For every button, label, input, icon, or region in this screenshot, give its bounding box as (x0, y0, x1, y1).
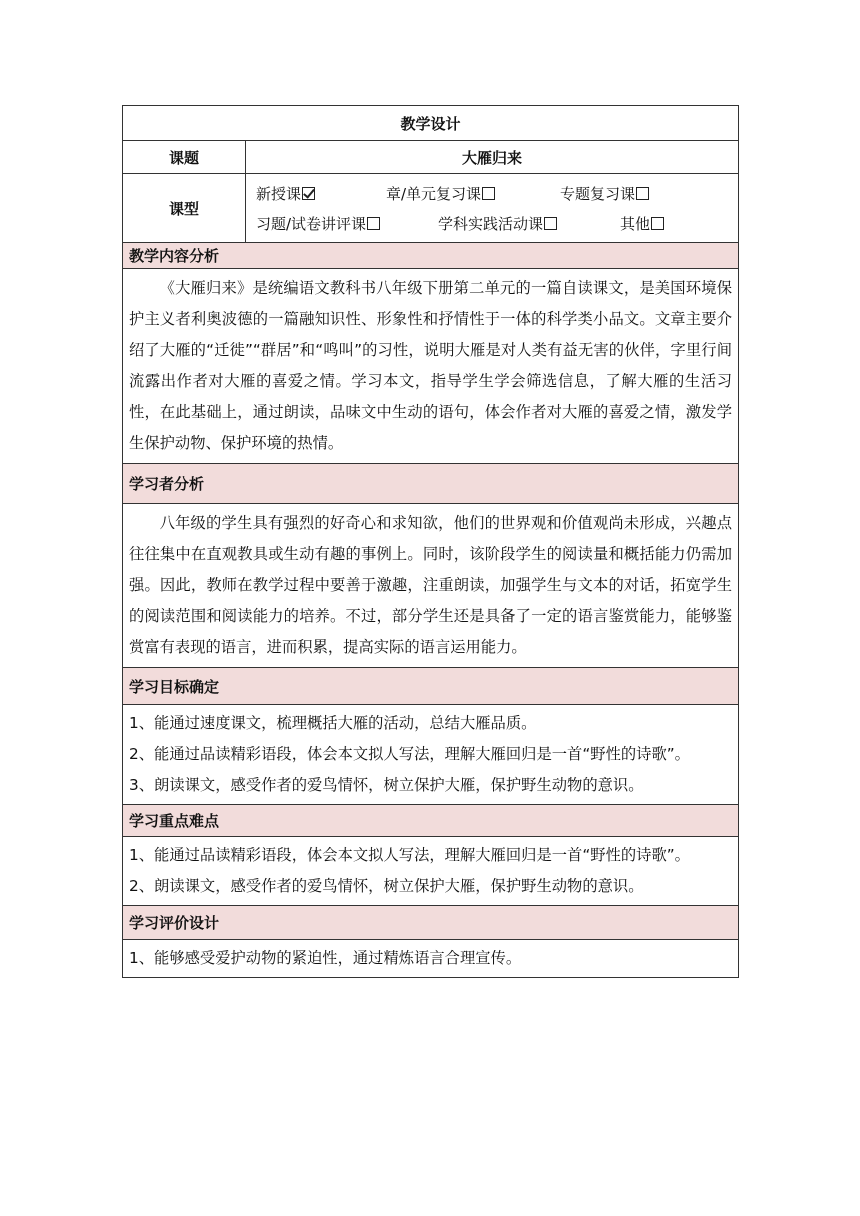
option-label: 专题复习课 (560, 184, 636, 203)
list-item: 2、朗读课文，感受作者的爱鸟情怀，树立保护大雁，保护野生动物的意识。 (129, 877, 644, 895)
option-exercise-review[interactable] (256, 213, 438, 234)
learner-analysis-text: 八年级的学生具有强烈的好奇心和求知欲，他们的世界观和价值观尚未形成，兴趣点往往集中在直观教具或生动有趣的事例上。同时，该阶段学生的阅读量和概括能力仍需加强。因此，教师在教学过程中要善于激趣，注重朗读，加强学生与文本的对话，拓宽学生的阅读范围和阅读能力的培养。不过，部分学生还是具备了一定的语言鉴赏能力，能够鉴赏富有表现的语言，进而积累，提高实际的语言运用能力。 (123, 504, 739, 668)
lesson-type-label: 课型 (123, 174, 246, 243)
lesson-type-options (246, 174, 739, 243)
option-new-lesson[interactable] (256, 183, 386, 204)
section-heading-learner-analysis: 学习者分析 (123, 464, 739, 504)
option-practice-activity[interactable] (438, 213, 620, 234)
option-label: 新授课 (256, 184, 302, 203)
key-points-list (123, 837, 739, 906)
lesson-title: 大雁归来 (246, 141, 739, 174)
document-title: 教学设计 (123, 106, 739, 141)
list-item: 1、能通过品读精彩语段，体会本文拟人写法，理解大雁回归是一首“野性的诗歌”。 (129, 846, 690, 864)
option-label: 其他 (620, 214, 651, 233)
checkbox[interactable] (636, 187, 649, 200)
checkbox[interactable] (544, 217, 557, 230)
list-item: 2、能通过品读精彩语段，体会本文拟人写法，理解大雁回归是一首“野性的诗歌”。 (129, 745, 690, 763)
list-item: 1、能通过速度课文，梳理概括大雁的活动，总结大雁品质。 (129, 714, 537, 732)
objectives-list (123, 705, 739, 805)
option-other[interactable] (620, 213, 664, 234)
checkbox[interactable] (482, 187, 495, 200)
option-label: 学科实践活动课 (438, 214, 544, 233)
section-heading-key-points: 学习重点难点 (123, 805, 739, 837)
lesson-type-row-2 (256, 208, 728, 238)
evaluation-list (123, 940, 739, 978)
option-topic-review[interactable] (560, 183, 649, 204)
list-item: 1、能够感受爱护动物的紧迫性，通过精炼语言合理宣传。 (129, 949, 522, 967)
section-heading-content-analysis: 教学内容分析 (123, 243, 739, 269)
checkbox-checked[interactable] (302, 187, 315, 200)
design-table (122, 105, 739, 978)
lesson-label: 课题 (123, 141, 246, 174)
checkbox[interactable] (367, 217, 380, 230)
option-label: 习题/试卷讲评课 (256, 214, 367, 233)
section-heading-objectives: 学习目标确定 (123, 668, 739, 705)
content-analysis-text: 《大雁归来》是统编语文教科书八年级下册第二单元的一篇自读课文，是美国环境保护主义者利奥波德的一篇融知识性、形象性和抒情性于一体的科学类小品文。文章主要介绍了大雁的“迁徙”“群居”和“鸣叫”的习性，说明大雁是对人类有益无害的伙伴，字里行间流露出作者对大雁的喜爱之情。学习本文，指导学生学会筛选信息，了解大雁的生活习性，在此基础上，通过朗读，品味文中生动的语句，体会作者对大雁的喜爱之情，激发学生保护动物、保护环境的热情。 (123, 269, 739, 464)
lesson-type-row-1 (256, 178, 728, 208)
list-item: 3、朗读课文，感受作者的爱鸟情怀，树立保护大雁，保护野生动物的意识。 (129, 776, 644, 794)
section-heading-evaluation: 学习评价设计 (123, 906, 739, 940)
teaching-design-document (122, 105, 738, 978)
option-unit-review[interactable] (386, 183, 560, 204)
option-label: 章/单元复习课 (386, 184, 482, 203)
checkbox[interactable] (651, 217, 664, 230)
